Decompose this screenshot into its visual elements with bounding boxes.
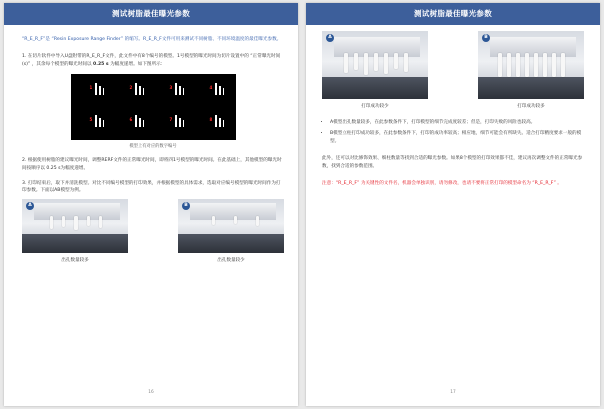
step-2-paragraph: 2. 根据使用树脂的建议曝光时间，调整RERF文件的正常曝光时间，即将四1号模型的曝光时间。在此基础上，其他模型的曝光时间按顺序以 0.25 s为幅度递增。 — [22, 158, 282, 171]
right-page-content — [322, 31, 584, 187]
comparison-bullet-list — [322, 119, 584, 145]
model-number: 1 — [89, 85, 93, 91]
left-photo-row — [22, 199, 284, 263]
warning-note: 注意：“R_E_R_F” 为关键性的文件名，机器会单独识别，请勿修改，也请不要将正常打印的模型命名为 “R_E_R_F” 。 — [322, 181, 562, 187]
left-page-content — [22, 36, 284, 263]
photo-a-badge: A — [26, 202, 34, 210]
model-number: 4 — [209, 85, 213, 91]
right-page-header: 测试树脂最佳曝光参数 — [306, 3, 600, 25]
model-figure — [210, 115, 225, 130]
photo-b2-caption: 打印成功较多 — [517, 104, 545, 109]
step-1-paragraph — [22, 53, 284, 68]
model-number: 5 — [89, 117, 93, 123]
left-page — [4, 3, 298, 406]
right-page — [306, 3, 600, 406]
model-figure — [210, 83, 225, 98]
step-1-suffix: 为幅度递增。如下图所示： — [108, 61, 166, 67]
photo-a2-figure — [322, 31, 428, 109]
left-page-number: 16 — [148, 390, 154, 395]
photo-a2-caption: 打印成功较少 — [361, 104, 389, 109]
model-number: 8 — [209, 117, 213, 123]
model-figure — [90, 115, 105, 130]
list-item: • B模型立柱打印成功较多，在此参数条件下，打印的成功率较高；相应地，细节可能会有所缺失。适合打印精度要求一般的模型。 — [330, 130, 584, 145]
model-figure — [130, 83, 145, 98]
model-figure — [170, 83, 185, 98]
step-3-paragraph: 3. 打印结束后，取下并清洗模型。对比不同编号模型的打印效果，并根据模型的具体需求，选取对应编号模型的曝光时间作为打印参数。下面以AB模型为例。 — [22, 181, 281, 194]
photo-b2-image — [478, 31, 584, 99]
model-number-grid-image — [71, 74, 236, 140]
model-figure — [90, 83, 105, 98]
list-item: • A模型出孔数量较多，在此参数条件下，打印模型的细节完成度较差；但是，打印失败的风险也较高。 — [330, 119, 584, 126]
step-1-prefix: 1. 在切片软件中导入U盘附带的R_E_R_F文件，此文件中有8个编号的模型。1号模型的曝光时间为切片设置中的 “正常曝光时间(s)” ，其余每个模型的曝光时间以 — [22, 54, 281, 67]
photo-a-image — [22, 199, 128, 253]
grid-caption: 模型上有对应的数字编号 — [129, 144, 177, 150]
photo-a2-badge: A — [326, 34, 334, 42]
right-photo-row — [322, 31, 584, 109]
model-figure — [130, 115, 145, 130]
model-number: 2 — [129, 85, 133, 91]
model-figure — [170, 115, 185, 130]
right-page-number: 17 — [450, 390, 456, 395]
step-1-bold: 0.25 s — [93, 61, 109, 67]
model-number: 7 — [169, 117, 173, 123]
photo-b-figure — [178, 199, 284, 263]
photo-b-badge: B — [182, 202, 190, 210]
photo-a-figure — [22, 199, 128, 263]
intro-paragraph: “R_E_R_F”是 “Resin Exposure Range Finder” 的缩写。R_E_R_F文件可用来测试不同树脂、不同环境温度的最佳曝光参数。 — [22, 37, 282, 42]
photo-b2-figure — [478, 31, 584, 109]
additional-paragraph: 此外，还可以对比修饰效果、细柱数量等找到合适的曝光参数。如果8个模型的打印效果都不佳，建议再次调整文件的正常曝光参数，找到合适的参数范围。 — [322, 156, 583, 169]
photo-b-image — [178, 199, 284, 253]
model-number: 6 — [129, 117, 133, 123]
left-page-header: 测试树脂最佳曝光参数 — [4, 3, 298, 25]
photo-b-caption: 出孔数量较少 — [217, 257, 245, 263]
photo-b2-badge: B — [482, 34, 490, 42]
photo-a2-image — [322, 31, 428, 99]
photo-a-caption: 出孔数量较多 — [61, 257, 89, 263]
model-number: 3 — [169, 85, 173, 91]
